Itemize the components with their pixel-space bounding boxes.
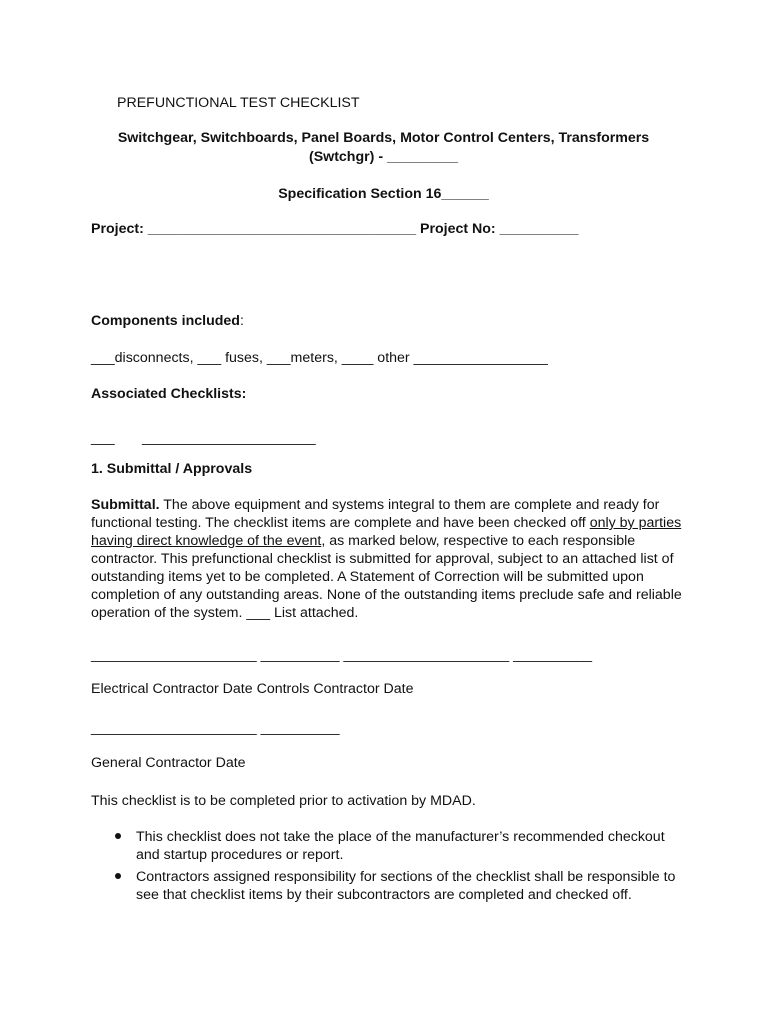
specification-section: Specification Section 16______ [278, 186, 489, 202]
associated-blank-1: ___ [91, 430, 115, 446]
associated-blank-2: ______________________ [142, 430, 316, 446]
list-item [91, 868, 681, 904]
signature-line-row-2: _____________________ __________ [91, 720, 340, 736]
signature-labels-row-2: General Contractor Date [91, 755, 246, 771]
bullet-icon [115, 833, 121, 839]
project-line: Project: __________________________________ Project No: __________ [91, 221, 579, 237]
list-item [91, 828, 681, 864]
associated-checklists-label: Associated Checklists: [91, 386, 247, 402]
signature-line-row-1: _____________________ __________ _____________________ __________ [91, 647, 593, 663]
equipment-title-line1: Switchgear, Switchboards, Panel Boards, Motor Control Centers, Transformers [117, 130, 650, 146]
components-line: ___disconnects, ___ fuses, ___meters, ____ other _________________ [91, 350, 548, 366]
components-label: Components included [91, 313, 240, 329]
submittal-label: Submittal. [91, 497, 160, 513]
document-heading: PREFUNCTIONAL TEST CHECKLIST [117, 95, 360, 111]
list-item-text: This checklist does not take the place of the manufacturer’s recommended checkout and startup procedures or report. [136, 829, 665, 863]
section-1-heading: 1. Submittal / Approvals [91, 461, 253, 477]
submittal-text-b: , as marked below, respective to each responsible contractor. This prefunctional checklist is submitted for approval, subject to an attached list of outstanding items yet to be completed. A Statement of Correction will be submitted upon completion of any outstanding areas. None of the outstanding items preclude safe and reliable operation of the system. ___ List attached. [91, 533, 682, 621]
bullet-icon [115, 873, 121, 879]
list-item-text: Contractors assigned responsibility for sections of the checklist shall be responsible to see that checklist items by their subcontractors are completed and checked off. [136, 869, 676, 903]
components-colon: : [239, 313, 244, 329]
equipment-title-line2: (Swtchgr) - _________ [308, 149, 459, 165]
activation-note: This checklist is to be completed prior to activation by MDAD. [91, 793, 476, 809]
submittal-paragraph [91, 496, 683, 622]
signature-labels-row-1: Electrical Contractor Date Controls Contractor Date [91, 681, 414, 697]
submittal-underlined-text: only by parties having direct knowledge of the event [91, 515, 682, 549]
submittal-text-a: The above equipment and systems integral to them are complete and ready for functional testing. The checklist items are complete and have been checked off [91, 497, 660, 531]
components-included [91, 312, 244, 330]
instructions-list [91, 828, 681, 908]
